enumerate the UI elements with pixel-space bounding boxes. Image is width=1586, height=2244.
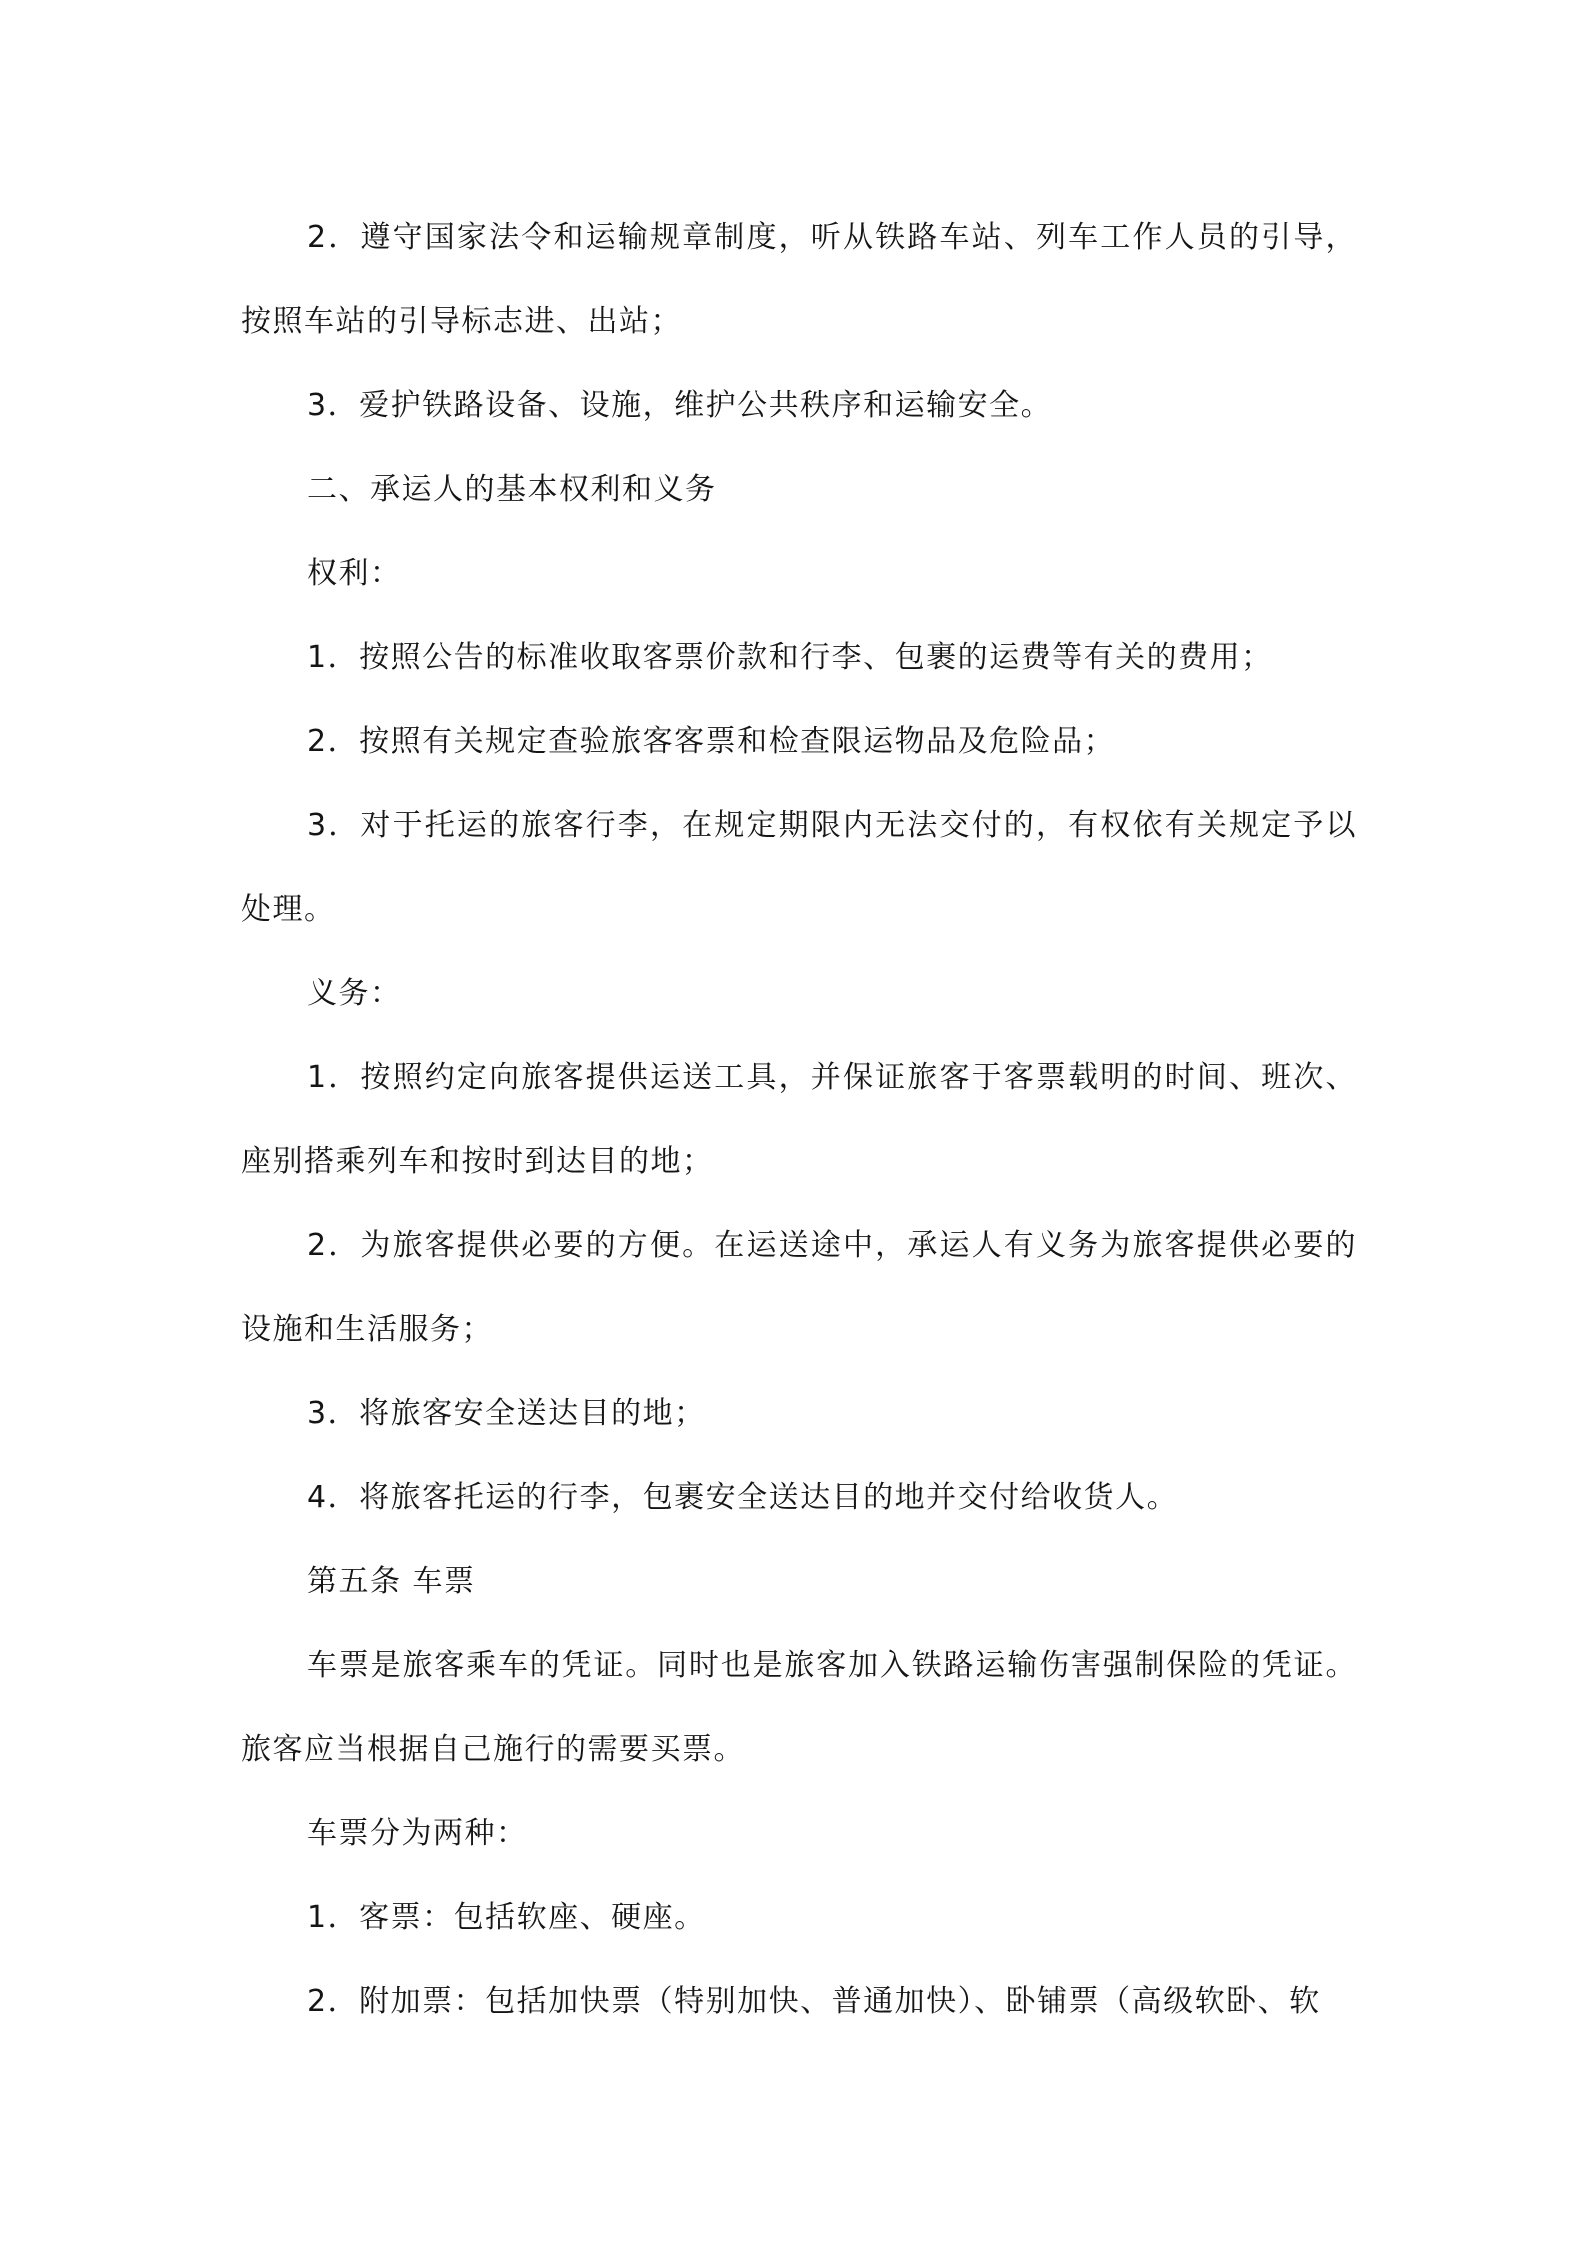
subheading-rights: 权利： xyxy=(307,556,402,591)
section-heading-carrier-rights: 二、承运人的基本权利和义务 xyxy=(307,472,717,507)
paragraph-ticket-types-intro: 车票分为两种： xyxy=(307,1816,528,1851)
paragraph-ticket-type-1: 1．客票：包括软座、硬座。 xyxy=(307,1900,706,1935)
article-heading-tickets: 第五条 车票 xyxy=(307,1564,476,1599)
paragraph-obligation-3: 3．将旅客安全送达目的地； xyxy=(307,1396,706,1431)
paragraph-right-3: 3．对于托运的旅客行李，在规定期限内无法交付的，有权依有关规定予以处理。 xyxy=(241,808,1357,927)
subheading-obligations: 义务： xyxy=(307,976,402,1011)
paragraph-ticket-definition: 车票是旅客乘车的凭证。同时也是旅客加入铁路运输伤害强制保险的凭证。旅客应当根据自己施行的需要买票。 xyxy=(241,1648,1357,1767)
document-body xyxy=(241,196,1357,2044)
paragraph-passenger-duty-3: 3．爱护铁路设备、设施，维护公共秩序和运输安全。 xyxy=(307,388,1053,423)
paragraph-right-2: 2．按照有关规定查验旅客客票和检查限运物品及危险品； xyxy=(307,724,1116,759)
paragraph-ticket-type-2: 2．附加票：包括加快票（特别加快、普通加快）、卧铺票（高级软卧、软 xyxy=(307,1984,1321,2019)
paragraph-obligation-1: 1．按照约定向旅客提供运送工具，并保证旅客于客票载明的时间、班次、座别搭乘列车和按时到达目的地； xyxy=(241,1060,1357,1179)
paragraph-obligation-2: 2．为旅客提供必要的方便。在运送途中，承运人有义务为旅客提供必要的设施和生活服务； xyxy=(241,1228,1357,1347)
paragraph-passenger-duty-2: 2．遵守国家法令和运输规章制度，听从铁路车站、列车工作人员的引导，按照车站的引导标志进、出站； xyxy=(241,220,1357,339)
paragraph-right-1: 1．按照公告的标准收取客票价款和行李、包裹的运费等有关的费用； xyxy=(307,640,1273,675)
paragraph-obligation-4: 4．将旅客托运的行李，包裹安全送达目的地并交付给收货人。 xyxy=(307,1480,1179,1515)
